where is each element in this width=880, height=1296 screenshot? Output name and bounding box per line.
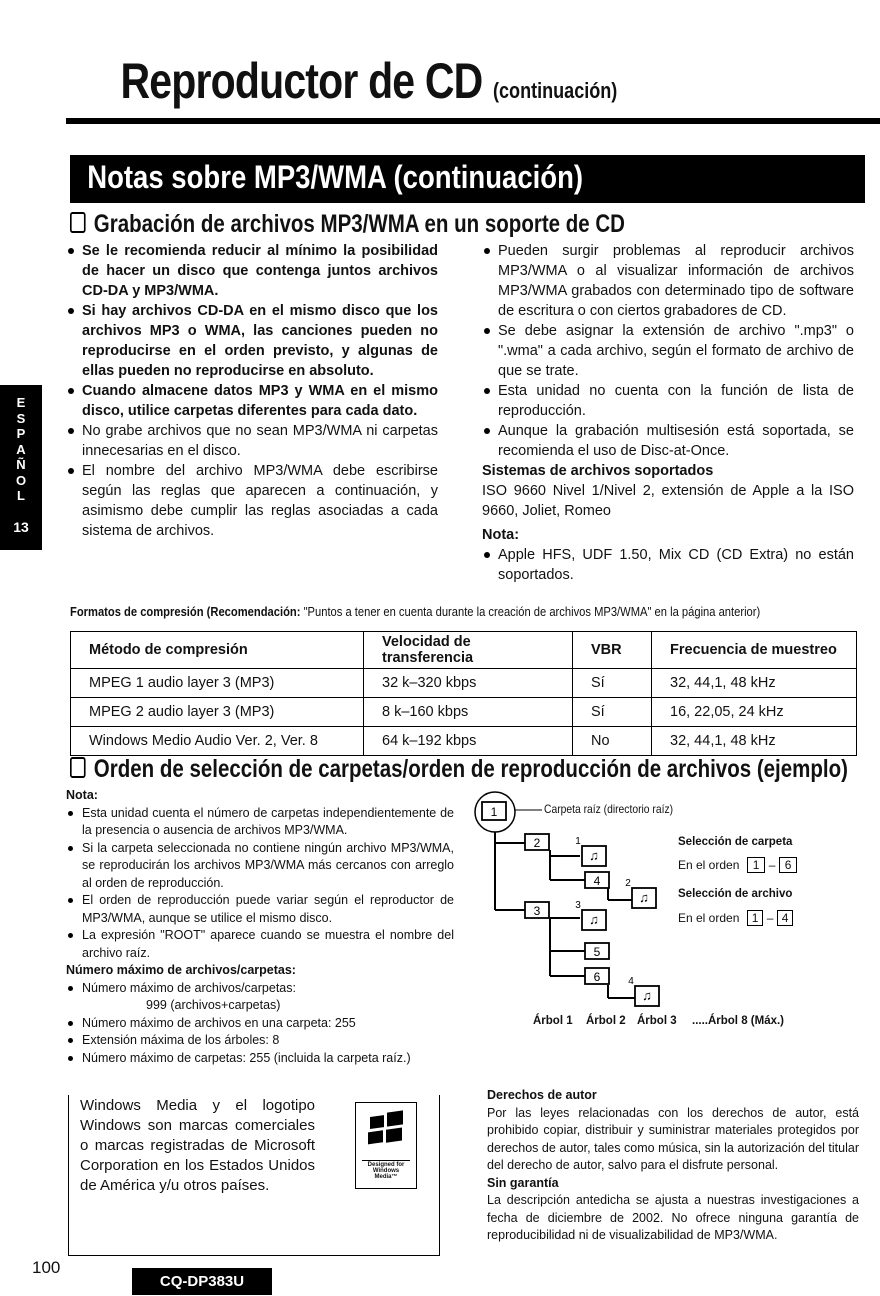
section2-notes: [66, 787, 454, 1067]
title-rule: [66, 118, 880, 124]
tree-level-label: Árbol 3: [637, 1015, 677, 1027]
max-heading: Número máximo de archivos/carpetas:: [66, 963, 296, 977]
music-note-icon: ♫: [642, 988, 652, 1003]
windows-media-notice-text: Windows Media y el logotipo Windows son marcas comerciales o marcas registradas de Microsoft Corporation en los Estados Unidos de América y/u otros países.: [80, 1097, 315, 1194]
list-item: Número máximo de archivos/carpetas:: [66, 980, 454, 998]
side-tab-letter: L: [17, 488, 25, 503]
table-cell: Sí: [573, 669, 652, 698]
folder-icon: 6: [779, 857, 798, 873]
copyright-heading: Derechos de autor: [487, 1088, 597, 1102]
music-file-icon: 4: [777, 910, 794, 926]
file-number: 1: [575, 836, 581, 847]
section2-heading: Orden de selección de carpetas/orden de reproducción de archivos (ejemplo): [70, 755, 848, 784]
list-item: El orden de reproducción puede variar según el reproductor de MP3/WMA, aunque se utilice el mismo disco.: [66, 892, 454, 927]
tree-level-label: Árbol 1: [533, 1015, 573, 1027]
folder-number: 1: [490, 805, 498, 819]
folder-number: 5: [593, 945, 601, 959]
table-header-cell: Velocidad de transferencia: [364, 632, 573, 669]
model-badge: CQ-DP383U: [132, 1268, 272, 1295]
side-tab-letter: A: [16, 441, 26, 457]
max-sub: 999 (archivos+carpetas): [146, 998, 281, 1012]
table-header-row: [71, 632, 857, 669]
page-title: Reproductor de CD (continuación): [120, 53, 618, 109]
checkbox-square-icon: [70, 212, 86, 233]
windows-flag-icon: [356, 1103, 416, 1153]
page-title-suffix: (continuación): [493, 78, 618, 103]
side-tab-page-number: 13: [13, 518, 29, 535]
music-file-icon: 1: [747, 910, 764, 926]
file-number: 4: [628, 976, 634, 987]
section1-left-column: [66, 241, 438, 541]
table-cell: Windows Medio Audio Ver. 2, Ver. 8: [71, 727, 364, 756]
list-item: Aunque la grabación multisesión está soportada, se recomienda el uso de Disc-at-Once.: [482, 421, 854, 461]
filesystems-text: ISO 9660 Nivel 1/Nivel 2, extensión de Apple a la ISO 9660, Joliet, Romeo: [482, 483, 854, 519]
list-item: Número máximo de archivos en una carpeta: 255: [66, 1015, 454, 1033]
warranty-text: La descripción antedicha se ajusta a nuestras investigaciones a fecha de diciembre de 2002. No ofrece ninguna garantía de reproducibilidad ni de visualizabilidad de MP3/WMA.: [487, 1193, 859, 1242]
table-cell: No: [573, 727, 652, 756]
logo-caption: Designed for Windows Media™: [362, 1160, 410, 1180]
list-item: Extensión máxima de los árboles: 8: [66, 1032, 454, 1050]
folder-icon: 1: [747, 857, 766, 873]
copyright-column: [487, 1087, 859, 1245]
music-note-icon: ♫: [589, 912, 599, 927]
language-side-tab: [0, 385, 42, 550]
table-cell: Sí: [573, 698, 652, 727]
compression-caption: Formatos de compresión (Recomendación: "Puntos a tener en cuenta durante la creación de archivos MP3/WMA" en la página anterior): [70, 604, 761, 619]
table-cell: 8 k–160 kbps: [364, 698, 573, 727]
list-item: Pueden surgir problemas al reproducir archivos MP3/WMA o al visualizar información de archivos MP3/WMA grabados con determinado tipo de software de escritura o con ciertos grabadores de CD.: [482, 241, 854, 321]
table-cell: MPEG 1 audio layer 3 (MP3): [71, 669, 364, 698]
table-header-cell: Método de compresión: [71, 632, 364, 669]
music-note-icon: ♫: [589, 848, 599, 863]
list-item: Si hay archivos CD-DA en el mismo disco que los archivos MP3 o WMA, las canciones pueden no reproducirse en el orden previsto, y algunas de ellas pueden no reproducirse en absoluto.: [66, 301, 438, 381]
table-cell: 32 k–320 kbps: [364, 669, 573, 698]
table-header-cell: Frecuencia de muestreo: [652, 632, 857, 669]
list-item: Número máximo de carpetas: 255 (incluida la carpeta raíz.): [66, 1050, 454, 1068]
table-cell: 16, 22,05, 24 kHz: [652, 698, 857, 727]
section1-right-column: [482, 241, 854, 585]
file-selection-order: En el orden 1 – 4: [678, 910, 793, 926]
side-tab-letter: Ñ: [16, 457, 26, 472]
table-cell: 32, 44,1, 48 kHz: [652, 669, 857, 698]
tree-level-label: .....Árbol 8 (Máx.): [692, 1015, 785, 1027]
file-number: 3: [575, 900, 581, 911]
table-cell: MPEG 2 audio layer 3 (MP3): [71, 698, 364, 727]
table-row: [71, 669, 857, 698]
side-tab-letter: E: [16, 395, 26, 410]
file-number: 2: [625, 878, 631, 889]
side-tab-letter: S: [16, 410, 26, 426]
page-number: 100: [32, 1258, 61, 1277]
list-item: Cuando almacene datos MP3 y WMA en el mismo disco, utilice carpetas diferentes para cada dato.: [66, 381, 438, 421]
list-item: El nombre del archivo MP3/WMA debe escribirse según las reglas que aparecen a continuación, y asimismo debe cumplir las reglas asociadas a cada sistema de archivos.: [66, 461, 438, 541]
section-banner-text: Notas sobre MP3/WMA (continuación): [87, 159, 584, 195]
folder-number: 4: [593, 874, 601, 888]
folder-number: 3: [533, 904, 541, 918]
folder-selection-order: En el orden 1 – 6: [678, 857, 797, 873]
folder-number: 6: [593, 970, 601, 984]
root-folder-label: Carpeta raíz (directorio raíz): [544, 802, 674, 816]
file-selection-title: Selección de archivo: [678, 888, 793, 900]
list-item: Esta unidad cuenta el número de carpetas independientemente de la presencia o ausencia de archivos MP3/WMA.: [66, 805, 454, 840]
section1-heading: Grabación de archivos MP3/WMA en un soporte de CD: [70, 210, 625, 239]
filesystems-heading: Sistemas de archivos soportados: [482, 463, 714, 479]
folder-tree-diagram: [470, 788, 870, 1038]
note-label: Nota:: [482, 527, 520, 543]
warranty-heading: Sin garantía: [487, 1175, 559, 1190]
side-tab-letter: O: [15, 472, 27, 488]
windows-media-logo: [355, 1102, 417, 1189]
table-cell: 32, 44,1, 48 kHz: [652, 727, 857, 756]
folder-selection-title: Selección de carpeta: [678, 836, 793, 848]
table-row: [71, 727, 857, 756]
folder-number: 2: [533, 836, 541, 850]
list-item: No grabe archivos que no sean MP3/WMA ni carpetas innecesarias en el disco.: [66, 421, 438, 461]
music-note-icon: ♫: [639, 890, 649, 905]
table-row: [71, 698, 857, 727]
compression-table: [70, 631, 857, 756]
note-label: Nota:: [66, 788, 98, 802]
list-item: La expresión "ROOT" aparece cuando se muestra el nombre del archivo raíz.: [66, 927, 454, 962]
list-item: Se debe asignar la extensión de archivo ".mp3" o ".wma" a cada archivo, según el formato de archivo de que se trate.: [482, 321, 854, 381]
table-header-cell: VBR: [573, 632, 652, 669]
list-item: Se le recomienda reducir al mínimo la posibilidad de hacer un disco que contenga juntos archivos CD-DA y MP3/WMA.: [66, 241, 438, 301]
tree-level-label: Árbol 2: [586, 1015, 626, 1027]
checkbox-square-icon: [70, 757, 86, 778]
section-banner: [70, 155, 865, 203]
list-item: Esta unidad no cuenta con la función de lista de reproducción.: [482, 381, 854, 421]
list-item: Apple HFS, UDF 1.50, Mix CD (CD Extra) no están soportados.: [482, 545, 854, 585]
side-tab-letter: P: [16, 426, 26, 441]
table-cell: 64 k–192 kbps: [364, 727, 573, 756]
list-item: Si la carpeta seleccionada no contiene ningún archivo MP3/WMA, se reproducirán los archivos MP3/WMA más cercanos con arreglo al orden de reproducción.: [66, 840, 454, 893]
copyright-text: Por las leyes relacionadas con los derechos de autor, está prohibido copiar, distribuir y suministrar materiales protegidos por derechos de autor, tales como música, sin la autorización del titular del derecho de autor, salvo para el disfrute personal.: [487, 1105, 859, 1172]
